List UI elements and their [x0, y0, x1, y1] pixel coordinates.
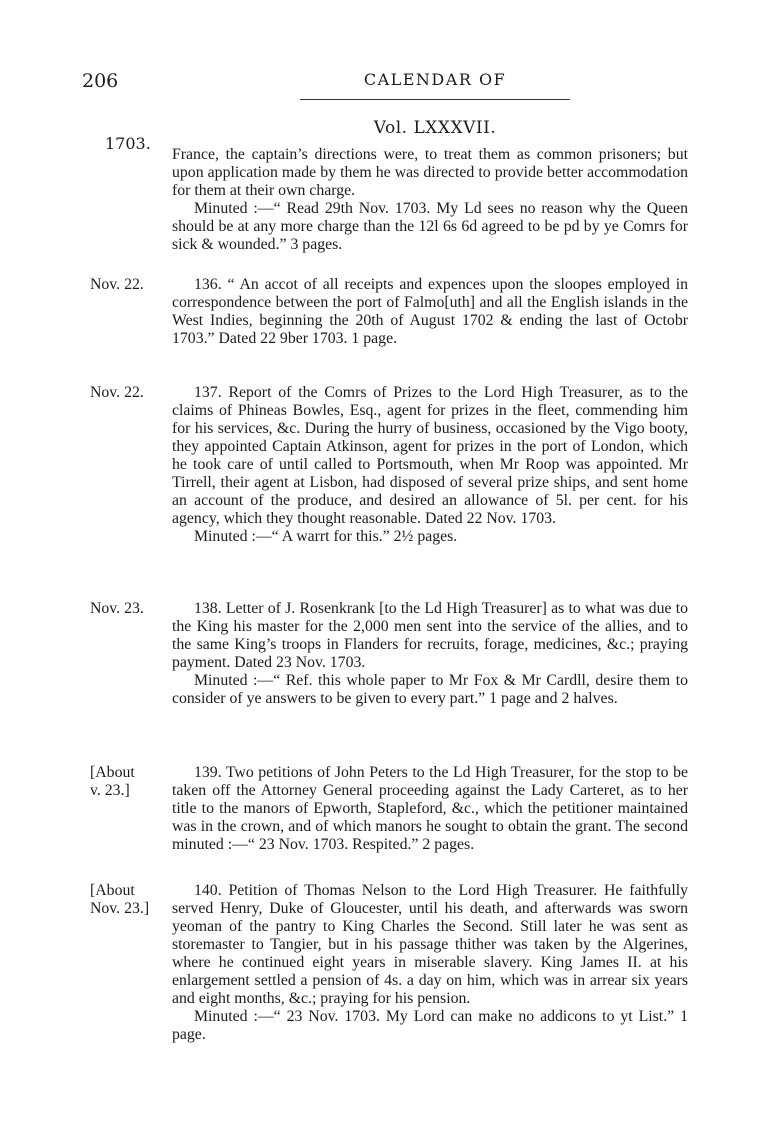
- entry-date: [90, 600, 168, 618]
- year-marker: 1703.: [105, 134, 151, 153]
- entry-136: [172, 276, 688, 348]
- entry-137: [172, 384, 688, 546]
- entry-date: [90, 882, 168, 918]
- minuted-note: Minuted :—“ Read 29th Nov. 1703. My Ld sees no reason why the Queen should be at any more charge than the 12l 6s 6d agreed to be pd by ye Comrs for sick & wounded.” 3 pages.: [172, 200, 688, 253]
- entry-date: [90, 276, 168, 294]
- entry-date: [90, 384, 168, 402]
- entry-paragraph: 136. “ An accot of all receipts and expences upon the sloopes employed in correspondence between the port of Falmo[uth] and all the English islands in the West Indies, beginning the 20th of August 1702 & ending the last of Octobr 1703.” Dated 22 9ber 1703. 1 page.: [172, 276, 688, 347]
- entry-139: [172, 764, 688, 854]
- page-number: 206: [82, 70, 119, 92]
- minuted-note: Minuted :—“ A warrt for this.” 2½ pages.: [194, 528, 458, 545]
- entry-paragraph: France, the captain’s directions were, to treat them as common prisoners; but upon application made by them he was directed to provide better accommodation for them at their own charge.: [172, 146, 688, 199]
- entry-paragraph: 137. Report of the Comrs of Prizes to the Lord High Treasurer, as to the claims of Phineas Bowles, Esq., agent for prizes in the fleet, commending him for his services, &c. During the hurry of business, occasioned by the Vigo booty, they appointed Captain Atkinson, agent for prizes in the port of London, which he took care of until called to Portsmouth, when Mr Roop was appointed. Mr Tirrell, their agent at Lisbon, had disposed of several prize ships, and sent home an account of the produce, and desired an allowance of 5l. per cent. for his agency, which they thought reasonable. Dated 22 Nov. 1703.: [172, 384, 688, 527]
- entry-paragraph: 140. Petition of Thomas Nelson to the Lord High Treasurer. He faithfully served Henry, Duke of Gloucester, until his death, and afterwards was sworn yeoman of the pantry to King Charles the Second. Still later he was sent as storemaster to Tangier, but in his passage thither was taken by the Algerines, where he continued eight years in miserable slavery. King James II. at his enlargement settled a pension of 4s. a day on him, which was in arrear six years and eight months, &c.; praying for his pension.: [172, 882, 688, 1007]
- running-title: CALENDAR OF: [363, 70, 507, 89]
- minuted-note: Minuted :—“ 23 Nov. 1703. My Lord can make no addicons to yt List.” 1 page.: [172, 1008, 688, 1043]
- header-rule: [300, 99, 570, 100]
- date-line: [About: [90, 764, 135, 781]
- entry-138: [172, 600, 688, 708]
- date-line: Nov. 22.: [90, 276, 144, 293]
- date-line: Nov. 23.]: [90, 900, 150, 917]
- minuted-note: Minuted :—“ Ref. this whole paper to Mr Fox & Mr Cardll, desire them to consider of ye answers to be given to every part.” 1 page and 2 halves.: [172, 672, 688, 707]
- date-line: [About: [90, 882, 135, 899]
- entry-paragraph: 138. Letter of J. Rosenkrank [to the Ld High Treasurer] as to what was due to the King his master for the 2,000 men sent into the service of the allies, and to the same King’s troops in Flanders for recruits, forage, medicines, &c.; praying payment. Dated 23 Nov. 1703.: [172, 600, 688, 671]
- entry-paragraph: 139. Two petitions of John Peters to the Ld High Treasurer, for the stop to be taken off the Attorney General proceeding against the Lady Carteret, as to her title to the manors of Epworth, Stapleford, &c., which the petitioner maintained was in the crown, and of which manors he sought to obtain the grant. The second minuted :—“ 23 Nov. 1703. Respited.” 2 pages.: [172, 764, 688, 853]
- date-line: v. 23.]: [90, 782, 130, 799]
- date-line: Nov. 22.: [90, 384, 144, 401]
- entry-140: [172, 882, 688, 1044]
- date-line: Nov. 23.: [90, 600, 144, 617]
- entry-date: [90, 764, 168, 800]
- entry-continuation: [172, 146, 688, 254]
- volume-heading: Vol. LXXXVII.: [373, 118, 497, 138]
